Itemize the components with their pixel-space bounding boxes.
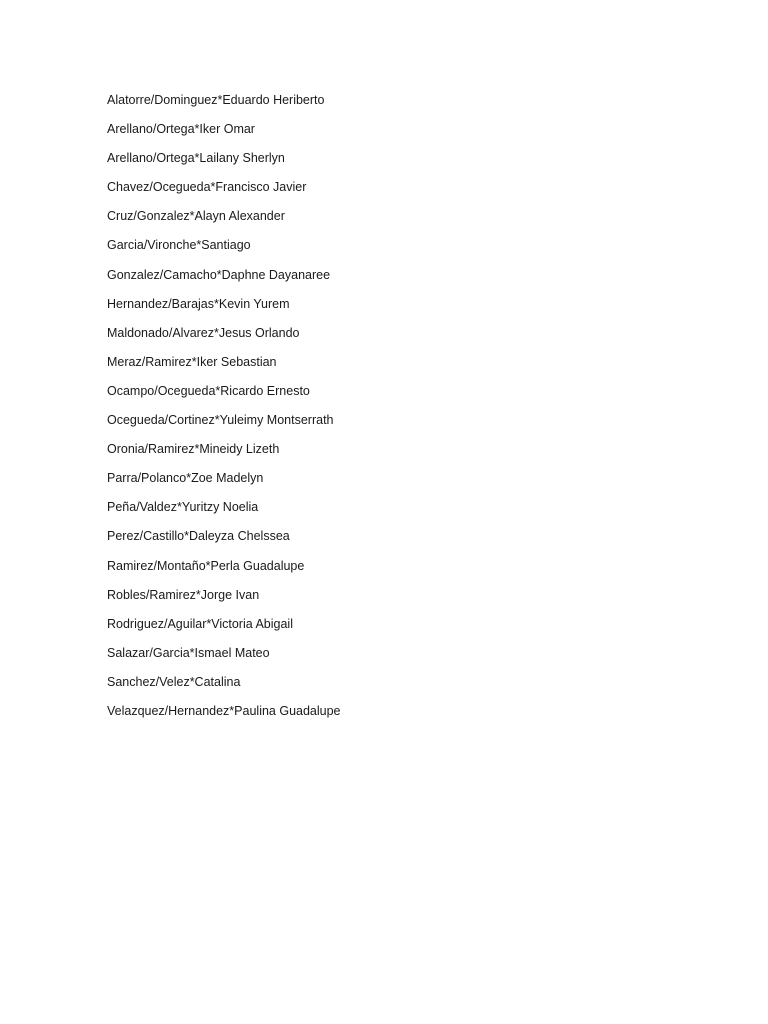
list-item: Maldonado/Alvarez*Jesus Orlando [107,325,300,340]
list-item: Parra/Polanco*Zoe Madelyn [107,471,264,486]
list-item: Oronia/Ramirez*Mineidy Lizeth [107,442,280,457]
list-item: Ramirez/Montaño*Perla Guadalupe [107,558,305,573]
list-item: Robles/Ramirez*Jorge Ivan [107,587,260,602]
list-item: Gonzalez/Camacho*Daphne Dayanaree [107,267,331,282]
list-item: Perez/Castillo*Daleyza Chelssea [107,529,290,544]
list-item: Chavez/Ocegueda*Francisco Javier [107,180,307,195]
list-item: Velazquez/Hernandez*Paulina Guadalupe [107,703,341,718]
list-item: Meraz/Ramirez*Iker Sebastian [107,354,277,369]
list-item: Alatorre/Dominguez*Eduardo Heriberto [107,93,325,107]
list-item: Hernandez/Barajas*Kevin Yurem [107,296,290,311]
list-item: Sanchez/Velez*Catalina [107,674,241,689]
list-item: Rodriguez/Aguilar*Victoria Abigail [107,616,293,631]
list-item: Ocampo/Ocegueda*Ricardo Ernesto [107,383,310,398]
list-item: Garcia/Vironche*Santiago [107,238,251,253]
student-name-list [107,91,341,731]
list-item: Cruz/Gonzalez*Alayn Alexander [107,209,285,224]
list-item: Salazar/Garcia*Ismael Mateo [107,645,270,660]
list-item: Arellano/Ortega*Lailany Sherlyn [107,151,285,166]
list-item: Peña/Valdez*Yuritzy Noelia [107,500,259,515]
list-item: Arellano/Ortega*Iker Omar [107,122,255,137]
list-item: Ocegueda/Cortinez*Yuleimy Montserrath [107,413,334,428]
